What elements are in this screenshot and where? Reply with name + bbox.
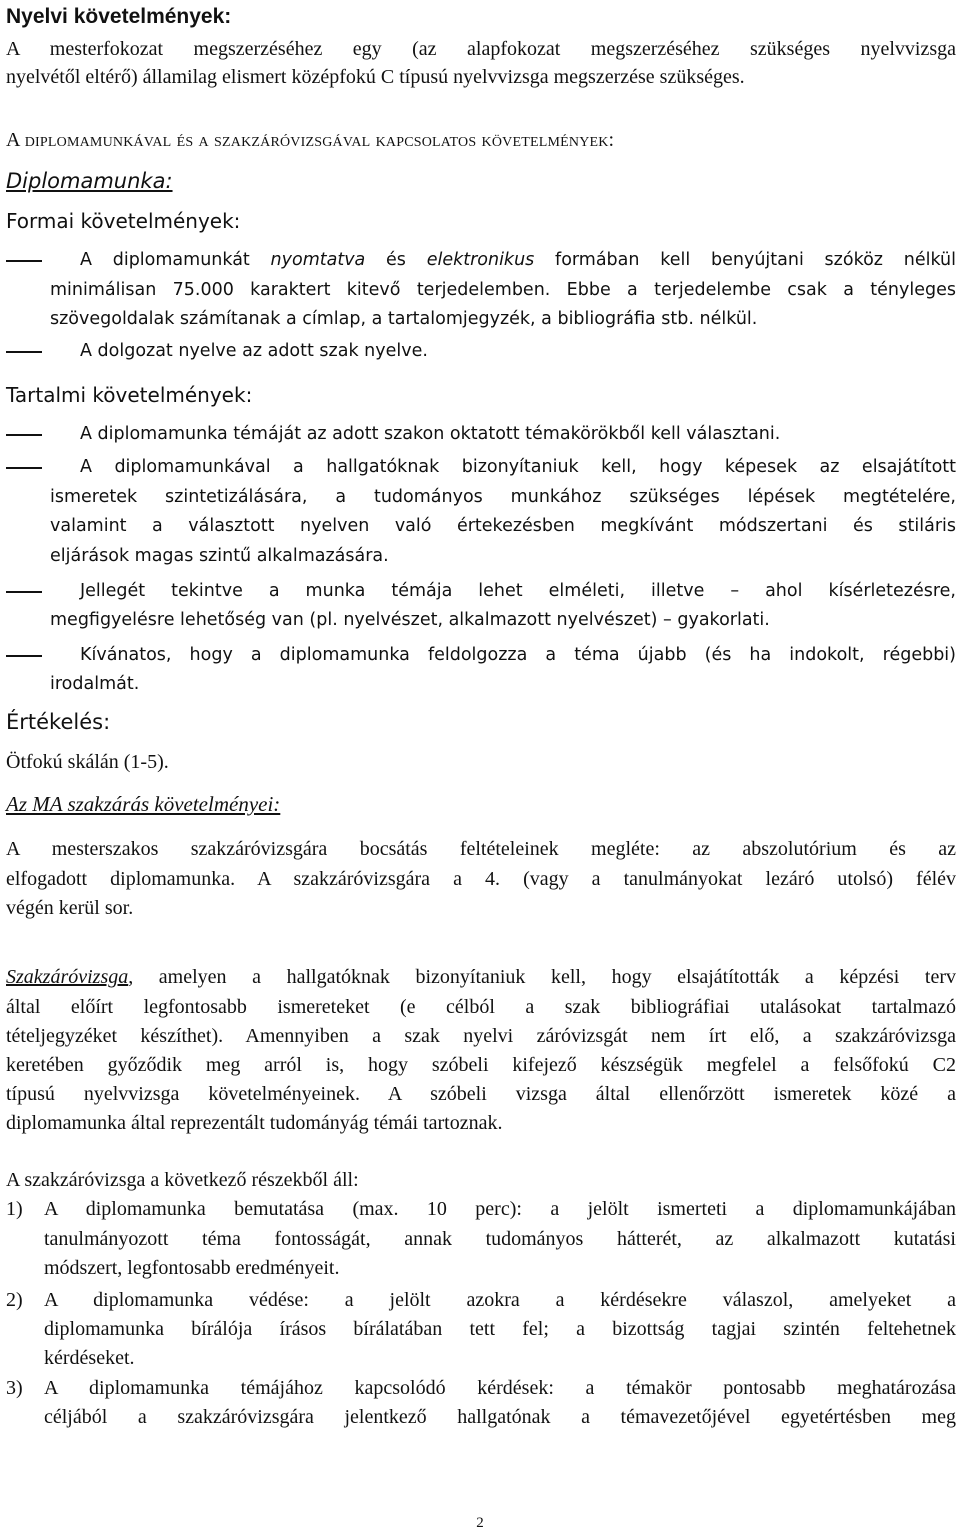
formal-requirements-heading: Formai követelmények:	[6, 209, 241, 233]
bullet-dash	[6, 351, 42, 353]
ma-para-1-line-2: elfogadott diplomamunka. A szakzáróvizsgára a 4. (vagy a tanulmányokat lezáró utolsó) félév	[6, 868, 956, 890]
list-item-2-line-3: kérdéseket.	[44, 1347, 135, 1369]
formal-req-bullet-1-line-1: A diplomamunkát nyomtatva és elektronikus formában kell benyújtani szóköz nélkül	[80, 250, 956, 270]
list-item-number: 3)	[6, 1377, 23, 1399]
list-item-3-line-1: A diplomamunka témájához kapcsolódó kérdések: a témakör pontosabb meghatározása	[44, 1377, 956, 1399]
emphasis-electronic: elektronikus	[426, 250, 535, 270]
content-requirements-heading: Tartalmi követelmények:	[6, 383, 253, 407]
list-item-3-line-2: céljából a szakzáróvizsgára jelentkező hallgatónak a témavezetőjével egyetértésben meg	[44, 1406, 956, 1428]
content-req-bullet-4-line-2: irodalmát.	[50, 674, 140, 694]
content-req-bullet-1: A diplomamunka témáját az adott szakon oktatott témakörökből kell választani.	[80, 424, 781, 444]
list-item-1-line-1: A diplomamunka bemutatása (max. 10 perc): a jelölt ismerteti a diplomamunkájában	[44, 1198, 956, 1220]
ma-para-2-line-5: típusú nyelvvizsga követelményeinek. A szóbeli vizsga által ellenőrzött ismeretek közé a	[6, 1083, 956, 1105]
final-exam-term: Szakzáróvizsga	[6, 966, 129, 988]
ma-para-3: A szakzáróvizsga a következő részekből áll:	[6, 1169, 359, 1191]
section-heading: A diplomamunkával és a szakzáróvizsgával kapcsolatos követelmények:	[6, 129, 615, 151]
emphasis-printed: nyomtatva	[270, 250, 366, 270]
formal-req-bullet-1-line-3: szövegoldalak számítanak a címlap, a tartalomjegyzék, a bibliográfia stb. nélkül.	[50, 309, 758, 329]
list-item-number: 2)	[6, 1289, 23, 1311]
evaluation-text: Ötfokú skálán (1-5).	[6, 751, 169, 773]
content-req-bullet-3-line-2: megfigyelésre lehetőség van (pl. nyelvészet, alkalmazott nyelvészet) – gyakorlati.	[50, 610, 770, 630]
ma-para-2-line-4: keretében győződik meg arról is, hogy szóbeli kifejező készségük megfelel a felsőfokú C2	[6, 1054, 956, 1076]
bullet-dash	[6, 434, 42, 436]
content-req-bullet-2-line-1: A diplomamunkával a hallgatóknak bizonyítaniuk kell, hogy képesek az elsajátított	[80, 457, 956, 477]
language-requirements-heading: Nyelvi követelmények:	[6, 5, 232, 28]
language-req-line-1: A mesterfokozat megszerzéséhez egy (az alapfokozat megszerzéséhez szükséges nyelvvizsga	[6, 38, 956, 60]
list-item-1-line-2: tanulmányozott téma fontosságát, annak tudományos hátterét, az alkalmazott kutatási	[44, 1228, 956, 1250]
ma-para-2-line-2: által előírt legfontosabb ismereteket (e célból a szak bibliográfiai utalásokat tartalmazó	[6, 996, 956, 1018]
language-req-line-2: nyelvétől eltérő) államilag elismert középfokú C típusú nyelvvizsga megszerzése szükséges.	[6, 66, 745, 88]
formal-req-bullet-2: A dolgozat nyelve az adott szak nyelve.	[80, 341, 428, 361]
bullet-dash	[6, 655, 42, 657]
content-req-bullet-2-line-3: valamint a választott nyelven való értekezésben megkívánt módszertani és stiláris	[50, 516, 956, 536]
content-req-bullet-2-line-4: eljárások magas szintű alkalmazására.	[50, 546, 389, 566]
evaluation-heading: Értékelés:	[6, 710, 111, 734]
ma-para-1-line-1: A mesterszakos szakzáróvizsgára bocsátás feltételeinek megléte: az abszolutórium és az	[6, 838, 956, 860]
ma-para-2-line-1: Szakzáróvizsga, amelyen a hallgatóknak bizonyítaniuk kell, hogy elsajátították a képzési terv	[6, 966, 956, 988]
list-item-2-line-2: diplomamunka bírálója írásos bírálatában tett fel; a bizottság tagjai szintén feltehetnek	[44, 1318, 956, 1340]
content-req-bullet-2-line-2: ismeretek szintetizálására, a tudományos munkához szükséges lépések megtételére,	[50, 487, 956, 507]
content-req-bullet-3-line-1: Jellegét tekintve a munka témája lehet elméleti, illetve – ahol kísérletezésre,	[80, 581, 956, 601]
ma-final-exam-heading: Az MA szakzárás követelményei:	[6, 792, 281, 816]
bullet-dash	[6, 591, 42, 593]
bullet-dash	[6, 260, 42, 262]
ma-para-2-line-3: tételjegyzéket készíthet). Amennyiben a szak nyelvi záróvizsgát nem írt elő, a szakzáróvizsga	[6, 1025, 956, 1047]
list-item-1-line-3: módszert, legfontosabb eredményeit.	[44, 1257, 340, 1279]
content-req-bullet-4-line-1: Kívánatos, hogy a diplomamunka feldolgozza a téma újabb (és ha indokolt, régebbi)	[80, 645, 956, 665]
bullet-dash	[6, 467, 42, 469]
list-item-number: 1)	[6, 1198, 23, 1220]
ma-para-1-line-3: végén kerül sor.	[6, 897, 134, 919]
formal-req-bullet-1-line-2: minimálisan 75.000 karaktert kitevő terjedelemben. Ebbe a terjedelembe csak a tényleges	[50, 280, 956, 300]
ma-para-2-line-6: diplomamunka által reprezentált tudományág témái tartoznak.	[6, 1112, 503, 1134]
page-number: 2	[476, 1515, 484, 1531]
list-item-2-line-1: A diplomamunka védése: a jelölt azokra a kérdésekre válaszol, amelyeket a	[44, 1289, 956, 1311]
thesis-heading: Diplomamunka:	[6, 169, 173, 193]
